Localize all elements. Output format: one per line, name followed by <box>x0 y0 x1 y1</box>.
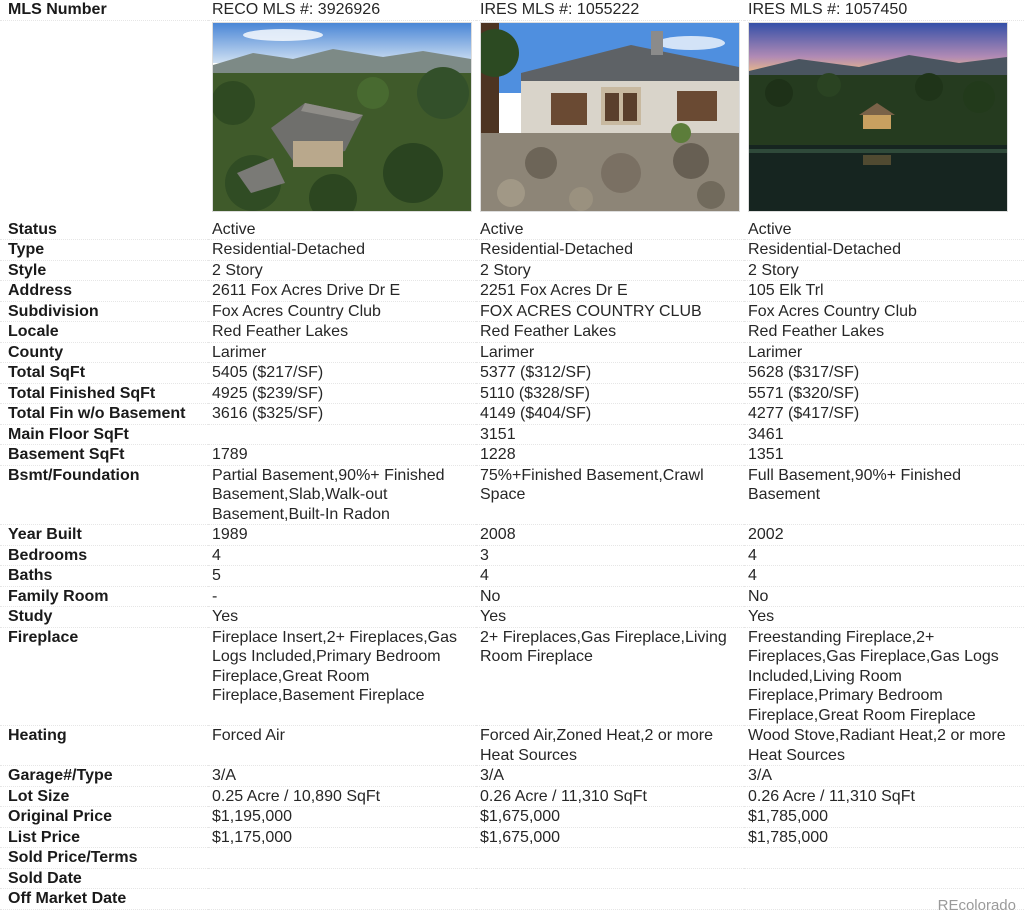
row-value: 5377 ($312/SF) <box>476 363 744 384</box>
row-value: Red Feather Lakes <box>476 322 744 343</box>
row-value: Red Feather Lakes <box>208 322 476 343</box>
row-value: 2 Story <box>476 260 744 281</box>
row-value: 105 Elk Trl <box>744 281 1024 302</box>
row-value: Yes <box>744 607 1024 628</box>
photo-row <box>0 20 1024 220</box>
row-value: 5628 ($317/SF) <box>744 363 1024 384</box>
row-value: 4277 ($417/SF) <box>744 404 1024 425</box>
row-value <box>476 868 744 889</box>
table-row <box>0 322 1024 343</box>
row-value: Residential-Detached <box>208 240 476 261</box>
row-value: 2251 Fox Acres Dr E <box>476 281 744 302</box>
row-value: 1989 <box>208 525 476 546</box>
table-row <box>0 404 1024 425</box>
row-value: 5110 ($328/SF) <box>476 383 744 404</box>
row-value: Forced Air,Zoned Heat,2 or more Heat Sources <box>476 726 744 766</box>
row-value: Fox Acres Country Club <box>744 301 1024 322</box>
row-label: MLS Number <box>0 0 208 20</box>
row-value <box>744 848 1024 869</box>
photo-row-blank <box>0 20 208 220</box>
table-row <box>0 240 1024 261</box>
row-value: 5405 ($217/SF) <box>208 363 476 384</box>
row-value: Active <box>208 220 476 240</box>
table-row <box>0 827 1024 848</box>
header-row <box>0 0 1024 20</box>
table-row <box>0 868 1024 889</box>
row-value: 3/A <box>208 766 476 787</box>
row-value: Active <box>744 220 1024 240</box>
row-value: 5571 ($320/SF) <box>744 383 1024 404</box>
table-row <box>0 848 1024 869</box>
row-value: Residential-Detached <box>744 240 1024 261</box>
row-value: Residential-Detached <box>476 240 744 261</box>
row-value: FOX ACRES COUNTRY CLUB <box>476 301 744 322</box>
row-value: 3616 ($325/SF) <box>208 404 476 425</box>
table-row <box>0 786 1024 807</box>
table-row <box>0 363 1024 384</box>
row-value: Larimer <box>208 342 476 363</box>
row-value: 4 <box>208 545 476 566</box>
row-value: 3/A <box>744 766 1024 787</box>
table-row <box>0 607 1024 628</box>
row-label: Lot Size <box>0 786 208 807</box>
row-label: Total Fin w/o Basement <box>0 404 208 425</box>
table-row <box>0 301 1024 322</box>
row-label: Subdivision <box>0 301 208 322</box>
row-value: 1789 <box>208 445 476 466</box>
table-row <box>0 889 1024 910</box>
row-value <box>476 848 744 869</box>
row-value: Fox Acres Country Club <box>208 301 476 322</box>
row-value: 0.26 Acre / 11,310 SqFt <box>476 786 744 807</box>
row-value: 1351 <box>744 445 1024 466</box>
row-label: Main Floor SqFt <box>0 424 208 445</box>
row-value: 4 <box>476 566 744 587</box>
row-value: 0.25 Acre / 10,890 SqFt <box>208 786 476 807</box>
row-label: Status <box>0 220 208 240</box>
row-label: Bedrooms <box>0 545 208 566</box>
row-label: Fireplace <box>0 627 208 726</box>
row-label: Type <box>0 240 208 261</box>
row-value: 3461 <box>744 424 1024 445</box>
row-value: 4149 ($404/SF) <box>476 404 744 425</box>
row-value: Yes <box>208 607 476 628</box>
row-label: Garage#/Type <box>0 766 208 787</box>
row-value: 3 <box>476 545 744 566</box>
row-label: Total SqFt <box>0 363 208 384</box>
row-value: Yes <box>476 607 744 628</box>
row-label: Year Built <box>0 525 208 546</box>
table-row <box>0 445 1024 466</box>
row-value: 3/A <box>476 766 744 787</box>
row-value: 4 <box>744 545 1024 566</box>
row-label: Sold Price/Terms <box>0 848 208 869</box>
table-row <box>0 383 1024 404</box>
photo-cell <box>208 20 476 220</box>
table-row <box>0 342 1024 363</box>
row-value: Larimer <box>476 342 744 363</box>
row-value: $1,675,000 <box>476 807 744 828</box>
row-value <box>476 889 744 910</box>
row-value: Larimer <box>744 342 1024 363</box>
row-label: List Price <box>0 827 208 848</box>
table-row <box>0 726 1024 766</box>
table-row <box>0 807 1024 828</box>
mls-number[interactable]: RECO MLS #: 3926926 <box>208 0 476 20</box>
table-row <box>0 586 1024 607</box>
row-value: Wood Stove,Radiant Heat,2 or more Heat Sources <box>744 726 1024 766</box>
table-row <box>0 627 1024 726</box>
table-row <box>0 566 1024 587</box>
aerial-house-forest-photo[interactable] <box>212 22 472 212</box>
table-row <box>0 525 1024 546</box>
mls-number[interactable]: IRES MLS #: 1057450 <box>744 0 1024 20</box>
table-row <box>0 545 1024 566</box>
row-label: Locale <box>0 322 208 343</box>
row-value: $1,785,000 <box>744 807 1024 828</box>
row-label: Address <box>0 281 208 302</box>
row-label: Original Price <box>0 807 208 828</box>
row-label: Family Room <box>0 586 208 607</box>
watermark: REcolorado <box>937 897 1016 914</box>
row-value <box>208 868 476 889</box>
row-value: 5 <box>208 566 476 587</box>
row-value: Freestanding Fireplace,2+ Fireplaces,Gas Fireplace,Gas Logs Included,Living Room Fireplace,Primary Bedroom Fireplace,Great Room Fireplace <box>744 627 1024 726</box>
photo-cell <box>476 20 744 220</box>
row-value: Partial Basement,90%+ Finished Basement,Slab,Walk-out Basement,Built-In Radon <box>208 465 476 525</box>
row-value: 3151 <box>476 424 744 445</box>
table-row <box>0 465 1024 525</box>
row-label: Basement SqFt <box>0 445 208 466</box>
table-row <box>0 260 1024 281</box>
table-row <box>0 281 1024 302</box>
row-label: Heating <box>0 726 208 766</box>
row-value: Fireplace Insert,2+ Fireplaces,Gas Logs Included,Primary Bedroom Fireplace,Great Room Fireplace,Basement Fireplace <box>208 627 476 726</box>
row-value: 0.26 Acre / 11,310 SqFt <box>744 786 1024 807</box>
row-value: $1,175,000 <box>208 827 476 848</box>
row-value: 4 <box>744 566 1024 587</box>
table-row <box>0 424 1024 445</box>
row-value: 2611 Fox Acres Drive Dr E <box>208 281 476 302</box>
table-row <box>0 220 1024 240</box>
row-label: Bsmt/Foundation <box>0 465 208 525</box>
row-value: 2 Story <box>208 260 476 281</box>
row-value: 2002 <box>744 525 1024 546</box>
row-value: 4925 ($239/SF) <box>208 383 476 404</box>
row-value <box>208 889 476 910</box>
table-row <box>0 766 1024 787</box>
row-label: County <box>0 342 208 363</box>
row-value: 2008 <box>476 525 744 546</box>
row-value: $1,675,000 <box>476 827 744 848</box>
row-value: Full Basement,90%+ Finished Basement <box>744 465 1024 525</box>
row-label: Baths <box>0 566 208 587</box>
row-value: Forced Air <box>208 726 476 766</box>
photo-cell <box>744 20 1024 220</box>
row-value: 2 Story <box>744 260 1024 281</box>
row-value: $1,195,000 <box>208 807 476 828</box>
row-value: Red Feather Lakes <box>744 322 1024 343</box>
row-value: 1228 <box>476 445 744 466</box>
house-lake-dusk-photo[interactable] <box>748 22 1008 212</box>
mls-number[interactable]: IRES MLS #: 1055222 <box>476 0 744 20</box>
row-value: $1,785,000 <box>744 827 1024 848</box>
row-label: Study <box>0 607 208 628</box>
row-label: Total Finished SqFt <box>0 383 208 404</box>
house-front-rock-garden-photo[interactable] <box>480 22 740 212</box>
row-value: 2+ Fireplaces,Gas Fireplace,Living Room Fireplace <box>476 627 744 726</box>
row-label: Sold Date <box>0 868 208 889</box>
row-value: 75%+Finished Basement,Crawl Space <box>476 465 744 525</box>
row-label: Style <box>0 260 208 281</box>
row-value: Active <box>476 220 744 240</box>
row-value <box>744 868 1024 889</box>
row-value: - <box>208 586 476 607</box>
row-value <box>208 424 476 445</box>
row-label: Off Market Date <box>0 889 208 910</box>
row-value <box>208 848 476 869</box>
row-value: No <box>744 586 1024 607</box>
row-value: No <box>476 586 744 607</box>
